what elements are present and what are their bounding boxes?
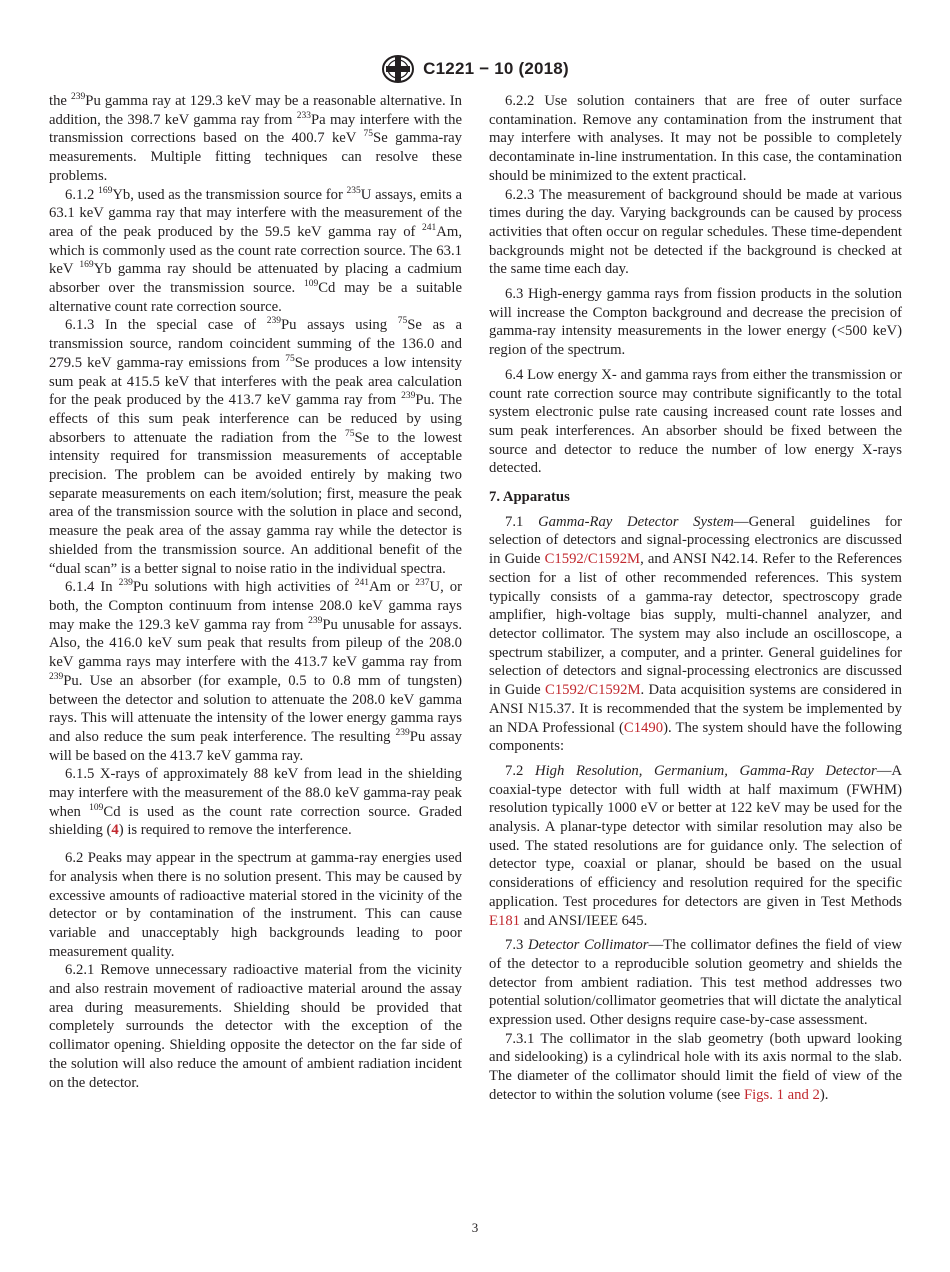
paragraph-7-2: 7.2 High Resolution, Germanium, Gamma-Ray Detector—A coaxial-type detector with full width at half maximum (FWHM) resolution typically 1000 eV or better at 122 keV may be used for the analysis. A planar-type detector with similar resolution may also be used. The stated resolutions are for guidance only. The selection of detector type, coaxial or planar, should be based on the usual considerations of efficiency and resolution required for the specific application. Test procedures for detectors are given in Test Methods E181 and ANSI/IEEE 645. bbox=[489, 762, 903, 929]
paragraph-6-3: 6.3 High-energy gamma rays from fission products in the solution will increase the Compton background and decrease the precision of gamma-ray intensity measurements in the lower energy (<500 keV) region of the spectrum. bbox=[489, 286, 902, 359]
link-c1490[interactable]: C1490 bbox=[623, 719, 664, 736]
paragraph-6-1-4: 6.1.4 In $^{239}$Pu solutions with high activities of $^{241}$Am or $^{237}$U, or both, the Compton continuum from intense 208.0 keV gamma rays may make the 129.3 keV gamma ray from $^{239}$Pu unusable for assays. Also, the 416.0 keV sum peak that results from pileup of the 208.0 keV gamma rays may interfere with the 413.7 keV gamma ray from $^{239}$Pu. Use an absorber (for example, 0.5 to 0.8 mm of tungsten) between the detector and solution to attenuate the 208.0 keV gamma rays. This will attenuate the intensity of the lower energy gamma rays and also reduce the sum peak interference. The resulting $^{239}$Pu assay will be based on the 413.7 keV gamma ray. bbox=[49, 578, 462, 764]
paragraph-6-2: 6.2 Peaks may appear in the spectrum at gamma-ray energies used for analysis when there is no solution present. This may be caused by excessive amounts of radioactive material stored in the vicinity of the detector or by contamination of the instrument. This can cause variable and unacceptably high backgrounds leading to poor measurement quality. bbox=[49, 850, 462, 960]
paragraph-6-4: 6.4 Low energy X- and gamma rays from either the transmission or count rate correction source may contribute significantly to the total system electronic pulse rate causing increased count rate losses and sum peak interferences. An absorber should be fixed between the source and detector to reduce the number of low energy X-rays detected. bbox=[489, 366, 902, 477]
astm-logo-icon bbox=[381, 54, 415, 84]
reference-link-4[interactable]: 4 bbox=[111, 822, 119, 839]
left-column bbox=[49, 92, 462, 1092]
paragraph-6-1-1-continued: the $^{239}$Pu gamma ray at 129.3 keV may be a reasonable alternative. In addition, the 398.7 keV gamma ray from $^{233}$Pa may interfere with the transmission corrections based on the 400.7 keV $^{75}$Se gamma-ray measurements. Multiple fitting techniques can resolve these problems. bbox=[49, 92, 462, 184]
paragraph-6-2-3: 6.2.3 The measurement of background should be made at various times during the day. Varying backgrounds can be caused by process activities that often occur on regular schedules. These time-dependent backgrounds might not be detected if the background is checked at the same time each day. bbox=[489, 186, 902, 278]
page-number: 3 bbox=[471, 1220, 479, 1235]
paragraph-6-2-2: 6.2.2 Use solution containers that are free of outer surface contamination. Remove any contamination from the instrument that may interfere with analyses. It may not be possible to completely decontaminate in-line instrumentation. In this case, the contamination should be minimized to the extent practical. bbox=[489, 93, 902, 184]
paragraph-6-2-1: 6.2.1 Remove unnecessary radioactive material from the vicinity and also restrain movement of radioactive material around the assay area during measurements. Shielding should be provided that completely surrounds the detector with the exception of the collimator opening. Shielding opposite the detector on the far side of the solution will also reduce the amount of ambient radiation incident on the detector. bbox=[49, 962, 462, 1091]
paragraph-6-1-2: 6.1.2 $^{169}$Yb, used as the transmission source for $^{235}$U assays, emits a 63.1 keV gamma ray that may interfere with the measurement of the area of the peak produced by the 59.5 keV gamma ray of $^{241}$Am, which is commonly used as the count rate correction source. The 63.1 keV $^{169}$Yb gamma ray should be attenuated by placing a cadmium absorber over the transmission source. $^{109}$Cd may be a suitable alternative count rate correction source. bbox=[49, 185, 462, 315]
link-e181[interactable]: E181 bbox=[489, 912, 521, 929]
paragraph-6-1-5: 6.1.5 X-rays of approximately 88 keV from lead in the shielding may interfere with the measurement of the 88.0 keV gamma-ray peak when $^{109}$Cd is used as the count rate correction source. Graded shielding (4) is required to remove the interference. bbox=[49, 766, 462, 839]
document-id: C1221 − 10 (2018) bbox=[423, 59, 569, 78]
paragraph-6-1-3: 6.1.3 In the special case of $^{239}$Pu assays using $^{75}$Se as a transmission source, random coincident summing of the 136.0 and 279.5 keV gamma-ray emissions from $^{75}$Se produces a low intensity sum peak at 415.5 keV that interferes with the peak area calculation for the peak produced by the 413.7 keV gamma ray from $^{239}$Pu. The effects of this sum peak interference can be reduced by using absorbers to attenuate the radiation from the $^{75}$Se to the lowest intensity required for transmission measurements of acceptable precision. The problem can be avoided entirely by making two separate measurements on each item/solution; first, measure the peak area of the transmission source with the solution in place and second, measure the peak area of the assay gamma ray while the detector is shielded from the transmission source. An additional benefit of the “dual scan” is a better signal to noise ratio in the individual spectra. bbox=[49, 316, 462, 577]
link-c1592-1[interactable]: C1592/C1592M bbox=[544, 551, 641, 568]
link-c1592-2[interactable]: C1592/C1592M bbox=[545, 682, 641, 699]
paragraph-7-1: 7.1 Gamma-Ray Detector System—General guidelines for selection of detectors and signal-processing electronics are discussed in Guide C1592/C1592M, and ANSI N42.14. Refer to the References section for a list of other recommended references. This system typically consists of a gamma-ray detector, spectroscopy grade amplifier, high-voltage bias supply, multi-channel analyzer, and detector collimator. The system may also include an oscilloscope, a spectrum stabilizer, a computer, and a printer. General guidelines for selection of detectors and signal-processing electronics are discussed in Guide C1592/C1592M. Data acquisition systems are considered in ANSI N15.37. It is recommended that the system be implemented by an NDA Professional (C1490). The system should have the following components: bbox=[489, 513, 903, 755]
right-column bbox=[489, 92, 902, 1105]
page-header bbox=[0, 52, 950, 86]
link-figs-1-and-2[interactable]: Figs. 1 and 2 bbox=[743, 1086, 820, 1103]
paragraph-7-3: 7.3 Detector Collimator—The collimator defines the field of view of the detector to a reproducible solution geometry and shields the detector from ambient radiation. This test method addresses two potential solution/collimator geometries that will dictate the analytical expression used. Other designs require case-by-case assessment. bbox=[489, 937, 903, 1029]
paragraph-7-3-1: 7.3.1 The collimator in the slab geometry (both upward looking and sidelooking) is a cylindrical hole with its axis normal to the slab. The diameter of the collimator should limit the field of view of the detector to within the solution volume (see Figs. 1 and 2). bbox=[489, 1030, 902, 1103]
section-heading-apparatus: 7. Apparatus bbox=[489, 489, 570, 506]
